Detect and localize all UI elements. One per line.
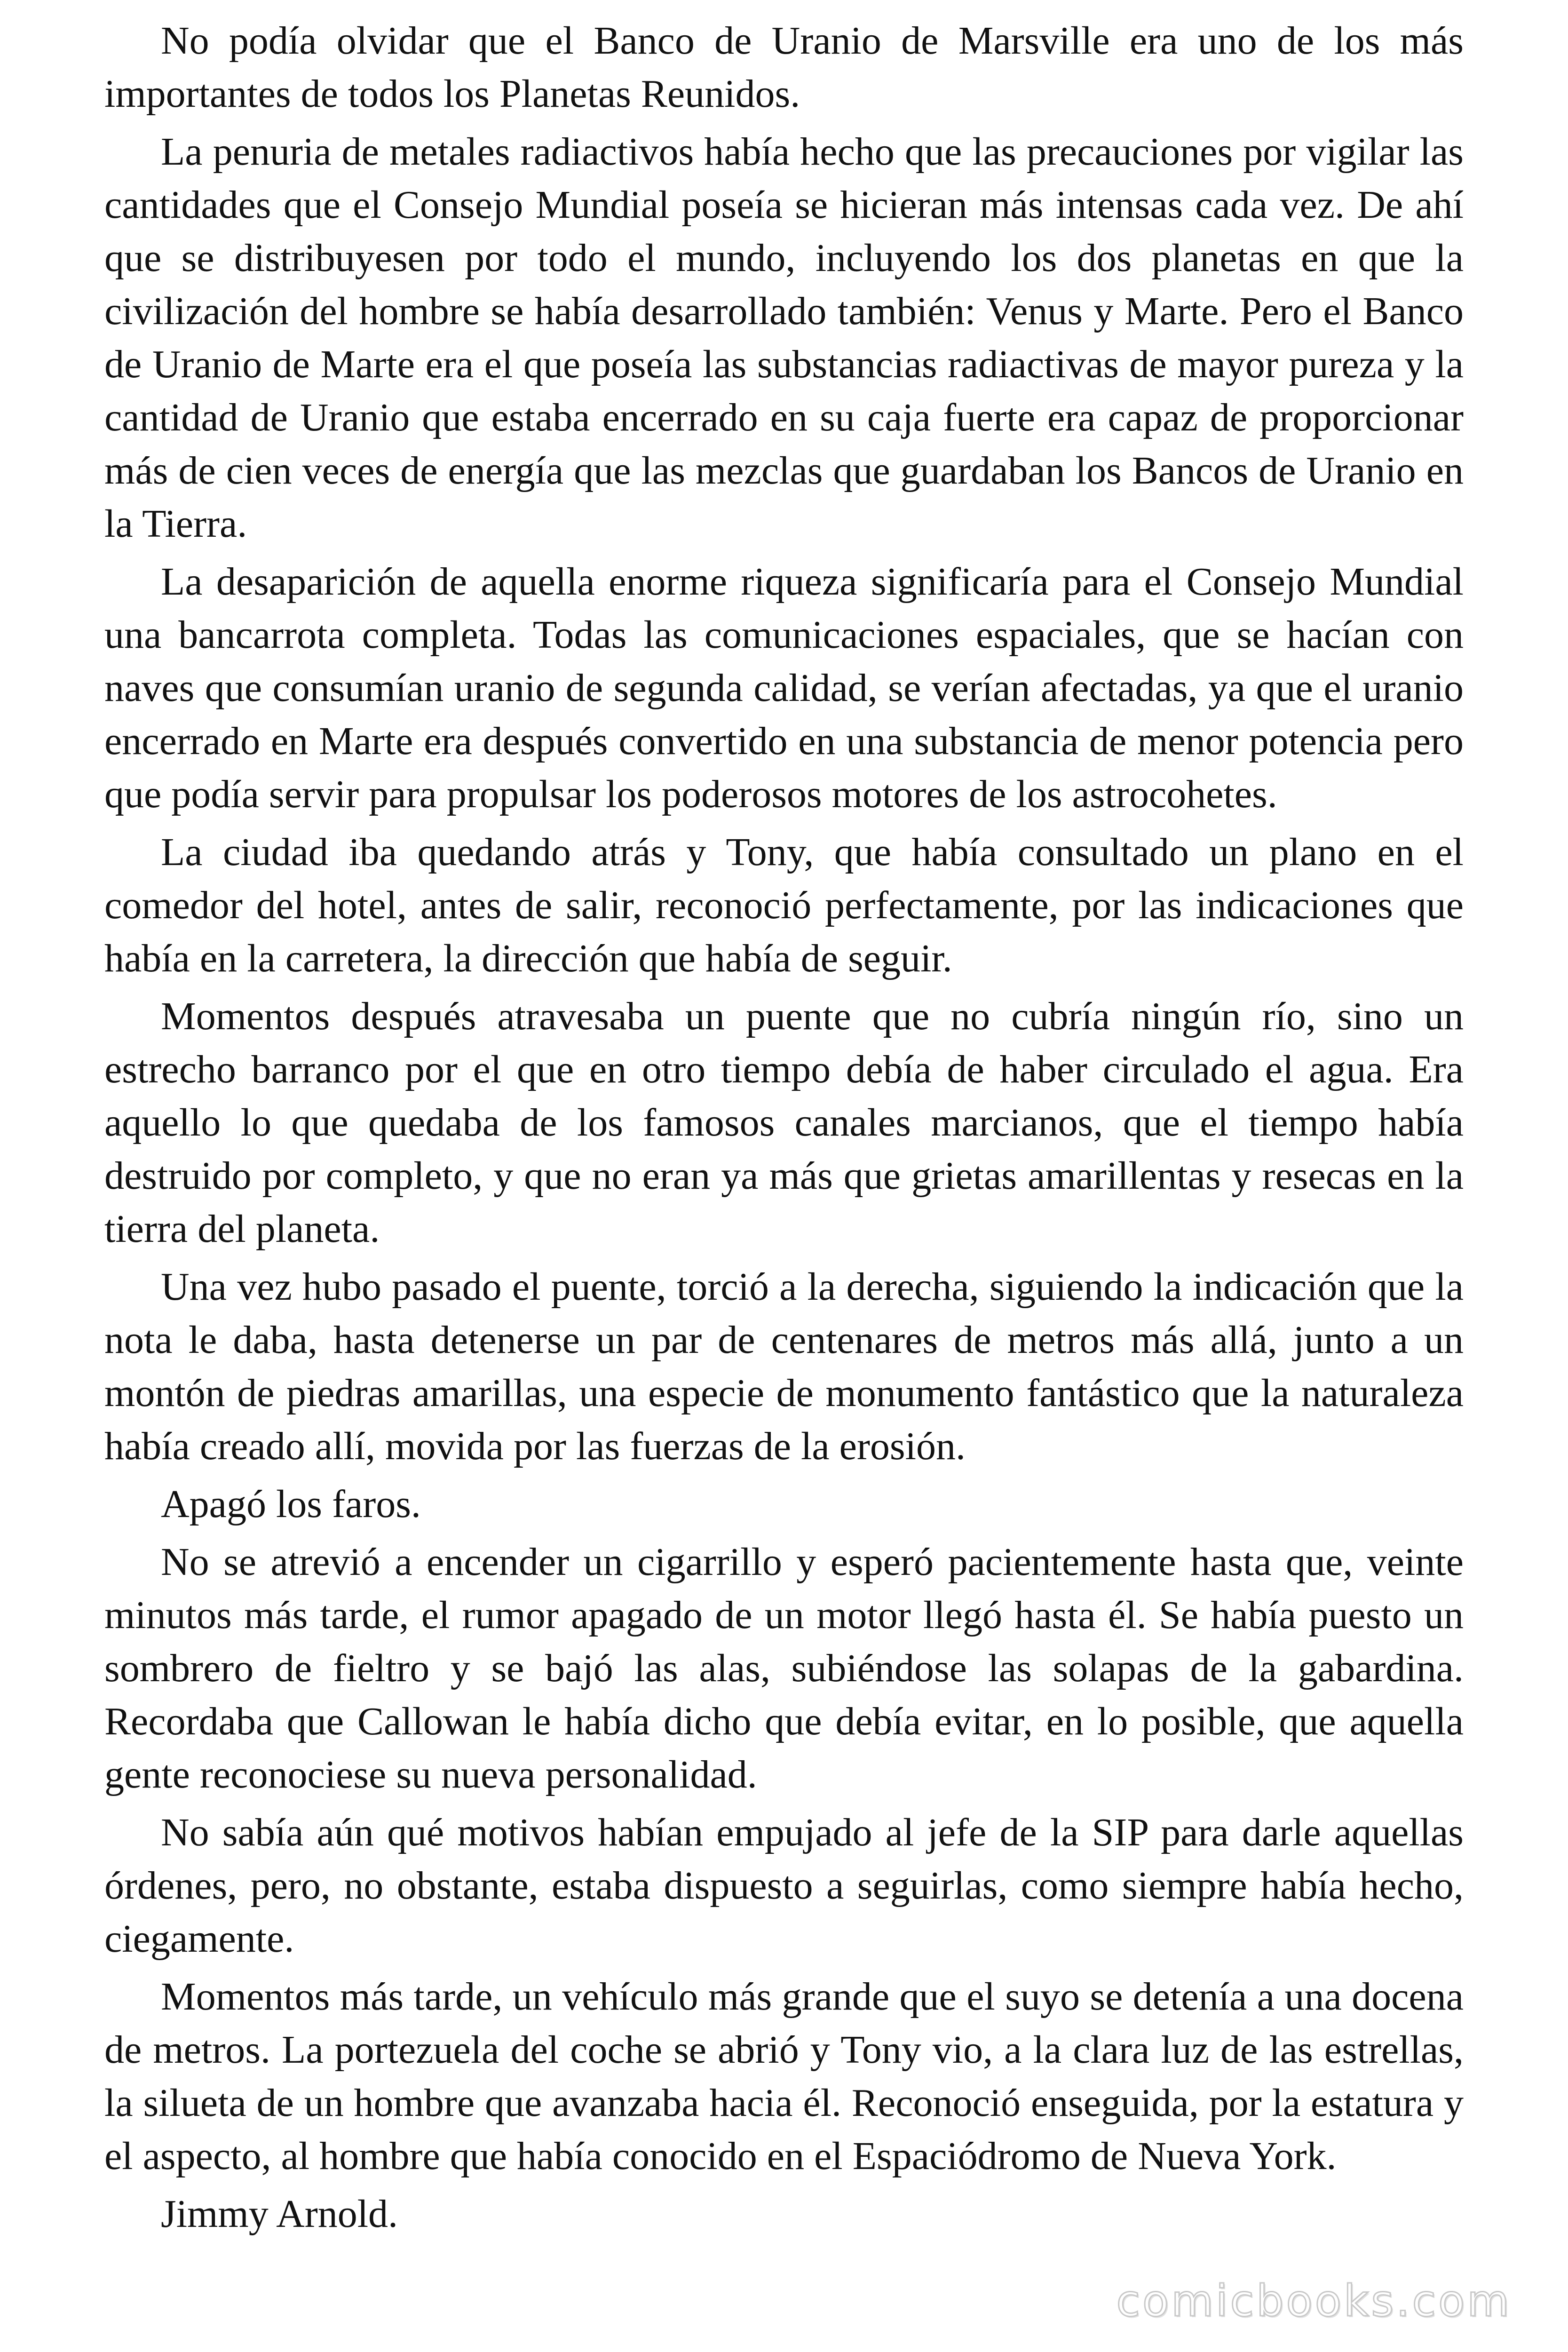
paragraph: La penuria de metales radiactivos había hecho que las precauciones por vigilar las cantidades que el Consejo Mundial poseía se hicieran más intensas cada vez. De ahí que se distribuyesen por todo el mundo, incluyendo los dos planetas en que la civilización del hombre se había desarrollado también: Venus y Marte. Pero el Banco de Uranio de Marte era el que poseía las substancias radiactivas de mayor pureza y la cantidad de Uranio que estaba encerrado en su caja fuerte era capaz de proporcionar más de cien veces de energía que las mezclas que guardaban los Bancos de Uranio en la Tierra. xyxy=(104,130,1464,546)
paragraph: Apagó los faros. xyxy=(161,1482,421,1526)
watermark: comicbooks.com xyxy=(1116,2276,1512,2326)
paragraph: Una vez hubo pasado el puente, torció a la derecha, siguiendo la indicación que la nota le daba, hasta detenerse un par de centenares de metros más allá, junto a un montón de piedras amarillas, una especie de monumento fantástico que la naturaleza había creado allí, movida por las fuerzas de la erosión. xyxy=(104,1265,1464,1468)
paragraph: La desaparición de aquella enorme riqueza significaría para el Consejo Mundial una bancarrota completa. Todas las comunicaciones espaciales, que se hacían con naves que consumían uranio de segunda calidad, se verían afectadas, ya que el uranio encerrado en Marte era después convertido en una substancia de menor potencia pero que podía servir para propulsar los poderosos motores de los astrocohetes. xyxy=(104,560,1464,816)
paragraph: No podía olvidar que el Banco de Uranio de Marsville era uno de los más importantes de todos los Planetas Reunidos. xyxy=(104,19,1464,116)
paragraph: Momentos más tarde, un vehículo más grande que el suyo se detenía a una docena de metros. La portezuela del coche se abrió y Tony vio, a la clara luz de las estrellas, la silueta de un hombre que avanzaba hacia él. Reconoció enseguida, por la estatura y el aspecto, al hombre que había conocido en el Espaciódromo de Nueva York. xyxy=(104,1975,1464,2178)
paragraph: No sabía aún qué motivos habían empujado al jefe de la SIP para darle aquellas órdenes, pero, no obstante, estaba dispuesto a seguirlas, como siempre había hecho, ciegamente. xyxy=(104,1811,1464,1961)
document-body xyxy=(104,14,1464,2245)
paragraph: La ciudad iba quedando atrás y Tony, que había consultado un plano en el comedor del hotel, antes de salir, reconoció perfectamente, por las indicaciones que había en la carretera, la dirección que había de seguir. xyxy=(104,830,1464,980)
paragraph: Jimmy Arnold. xyxy=(161,2192,398,2236)
paragraph: No se atrevió a encender un cigarrillo y esperó pacientemente hasta que, veinte minutos más tarde, el rumor apagado de un motor llegó hasta él. Se había puesto un sombrero de fieltro y se bajó las alas, subiéndose las solapas de la gabardina. Recordaba que Callowan le había dicho que debía evitar, en lo posible, que aquella gente reconociese su nueva personalidad. xyxy=(104,1540,1464,1796)
paragraph: Momentos después atravesaba un puente que no cubría ningún río, sino un estrecho barranco por el que en otro tiempo debía de haber circulado el agua. Era aquello lo que quedaba de los famosos canales marcianos, que el tiempo había destruido por completo, y que no eran ya más que grietas amarillentas y resecas en la tierra del planeta. xyxy=(104,994,1464,1251)
